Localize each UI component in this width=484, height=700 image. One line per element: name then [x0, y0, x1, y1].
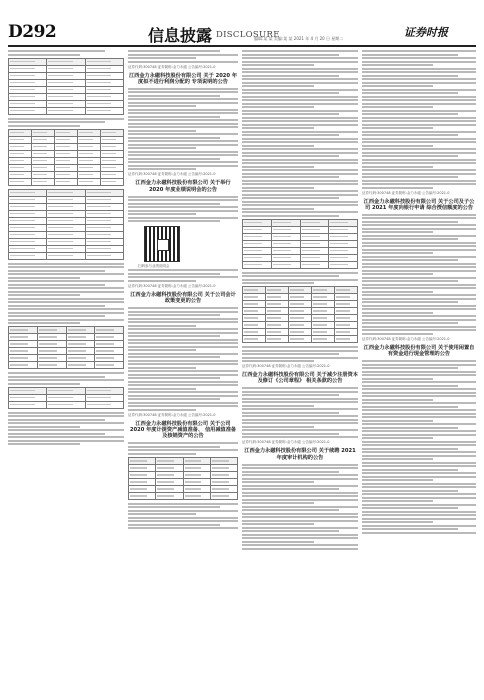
masthead — [8, 22, 476, 44]
section-title: 信息披露 — [148, 26, 213, 45]
announcement-code: 证券代码:300748 证券简称:金力永磁 公告编号:2021-0 — [242, 440, 330, 445]
data-table — [8, 129, 124, 186]
announcement-title: 江西金力永磁科技股份有限公司 关于续聘 2021 年度审计机构的公告 — [244, 448, 356, 461]
announcement-code: 证券代码:300748 证券简称:金力永磁 公告编号:2021-0 — [242, 364, 330, 368]
header-rule — [8, 45, 476, 47]
section-title-en: DISCLOSURE — [216, 30, 280, 40]
column-1 — [8, 50, 124, 688]
column-2 — [128, 50, 238, 688]
publisher-logo: 证券时报 — [404, 26, 448, 39]
announcement-code: 证券代码:300748 证券简称:金力永磁 公告编号:2021-0 — [362, 190, 450, 195]
page-number: D292 — [8, 22, 57, 42]
data-table — [8, 189, 124, 260]
announcement-code: 证券代码:300748 证券简称:金力永磁 公告编号:2021-0 — [362, 336, 450, 341]
announcement-code: 证券代码:300748 证券简称:金力永磁 公告编号:2021-0 — [128, 172, 216, 177]
data-table — [242, 219, 358, 269]
announcement-title: 江西金力永磁科技股份有限公司 关于使用闲置自有资金进行现金管理的公告 — [363, 344, 475, 358]
column-3 — [242, 50, 358, 688]
publisher-line: 编辑:某 某 美编:某 某 2021 年 4 月 20 日 星期二 — [254, 36, 344, 41]
column-4 — [362, 50, 476, 688]
announcement-code: 证券代码:300748 证券简称:金力永磁 公告编号:2021-0 — [128, 412, 216, 417]
data-table — [128, 457, 238, 500]
announcement-code: 证券代码:300748 证券简称:金力永磁 公告编号:2021-0 — [128, 283, 216, 288]
announcement-title: 江西金力永磁科技股份有限公司 关于 2020 年度拟不进行利润分配的 专项说明的公告 — [128, 72, 238, 85]
qr-caption: 扫码参与业绩说明会 — [138, 264, 170, 269]
announcement-title: 江西金力永磁科技股份有限公司 关于公司及子公司 2021 年度向银行申请 综合授信额度的公告 — [363, 198, 475, 211]
announcement-title: 江西金力永磁科技股份有限公司 关于公司会计政策变更的公告 — [130, 291, 236, 305]
data-table — [242, 286, 358, 343]
qr-code-icon — [144, 226, 180, 262]
announcement-title: 江西金力永磁科技股份有限公司 关于减少注册资本及修订《公司章程》 相关条款的公告 — [242, 372, 358, 385]
data-table — [8, 58, 124, 115]
announcement-title: 江西金力永磁科技股份有限公司 关于举行 2020 年度业绩说明会的公告 — [135, 180, 231, 193]
data-table — [8, 326, 124, 369]
announcement-title: 江西金力永磁科技股份有限公司 关于公司 2020 年度计提资产减值准备、 信用减值准备及核销资产的公告 — [129, 420, 237, 440]
announcement-code: 证券代码:300748 证券简称:金力永磁 公告编号:2021-0 — [128, 64, 216, 69]
data-table — [8, 387, 124, 409]
